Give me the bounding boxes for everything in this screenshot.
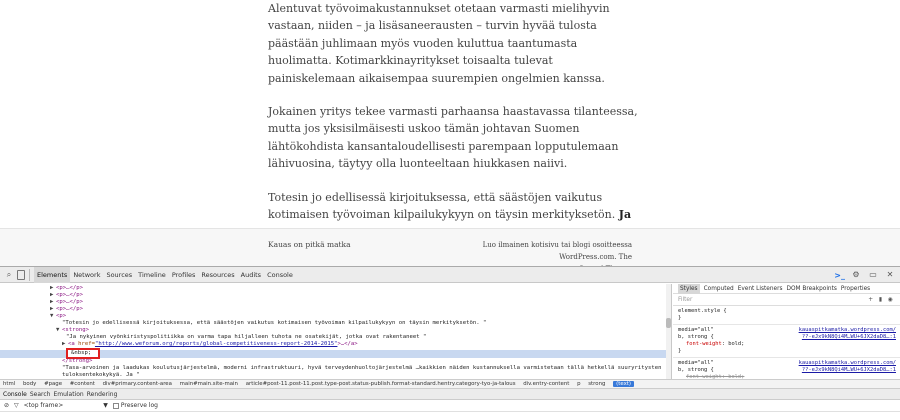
source-url[interactable]: ??-eJx9kN8Qi4M…WU+6JX2daD8…:1 xyxy=(801,334,896,340)
tab-console[interactable]: Console xyxy=(267,270,293,279)
dom-attr-name: href= xyxy=(78,341,95,347)
breadcrumb-item[interactable]: strong xyxy=(588,381,606,387)
css-property: font-weight xyxy=(686,341,722,347)
css-rule-1[interactable] xyxy=(673,325,900,358)
tab-drawer-console[interactable]: Console xyxy=(3,390,27,398)
elements-scrollbar-thumb[interactable] xyxy=(666,318,671,328)
collapse-triangle-icon[interactable]: ▼ xyxy=(50,313,54,319)
expand-triangle-icon[interactable]: ▶ xyxy=(50,292,54,298)
breadcrumb-item[interactable]: p xyxy=(577,381,581,387)
breadcrumb-item[interactable]: div.entry-content xyxy=(523,381,570,387)
paragraph-2: Jokainen yritys tekee varmasti parhaansa haastavassa tilanteessa, mutta jos yksisilmäisesti uskoo tämän johtavan Suomen lähtökohdista kansantaloudellisesti parempaan lopputulemaan lähivuosina, täytyy olla luonteeltaan hiukkasen naiivi. xyxy=(268,105,638,171)
expand-triangle-icon[interactable]: ▶ xyxy=(50,306,54,312)
dom-attr-link[interactable]: "http://www.weforum.org/reports/global-competitiveness-report-2014-2015" xyxy=(94,341,338,347)
tab-sources[interactable]: Sources xyxy=(106,270,133,279)
paragraph-3-strong: Ja xyxy=(618,208,632,222)
source-url[interactable]: ??-eJx9kN8Qi4M…WU+6JX2daD8…:1 xyxy=(801,367,896,373)
filter-icon[interactable]: ▽ xyxy=(14,402,19,409)
tab-drawer-emulation[interactable]: Emulation xyxy=(53,390,84,398)
footer-site-title[interactable]: Kauas on pitkä matka xyxy=(268,240,351,249)
console-toolbar xyxy=(0,400,900,412)
show-console-icon[interactable]: >_ xyxy=(834,270,845,280)
drawer-tabs xyxy=(0,389,900,400)
settings-gear-icon[interactable]: ⚙ xyxy=(852,270,860,279)
rule-close: } xyxy=(678,348,682,354)
css-property: font-weight xyxy=(686,374,722,379)
css-rule-2[interactable] xyxy=(673,358,900,379)
close-icon[interactable]: ✕ xyxy=(886,270,894,279)
breadcrumb-current[interactable]: (text) xyxy=(613,381,634,387)
breadcrumb-item[interactable]: div#primary.content-area xyxy=(102,381,172,387)
paragraph-1: Alentuvat työvoimakustannukset otetaan varmasti mielihyvin vastaan, niiden – ja lisäsaneerausten – turvin hyvää tulosta päästään juhlimaan myös vuoden kuluttua taantumasta huolimatta. Kotimarkkinayritykset toisaalta tulevat painiskelemaan aikaisempaa suurempien ongelmien kanssa. xyxy=(268,2,610,85)
dom-text-node[interactable] xyxy=(62,365,667,379)
paragraph-3 xyxy=(268,189,640,226)
site-footer xyxy=(0,228,900,266)
dom-tag: <p> xyxy=(56,313,67,319)
rule-media: media="all" xyxy=(678,327,714,333)
dom-text-node[interactable] xyxy=(62,320,486,327)
tab-profiles[interactable]: Profiles xyxy=(171,270,196,279)
preserve-log-label: Preserve log xyxy=(120,402,158,409)
toolbar-right-icons xyxy=(834,269,896,281)
tab-event-listeners[interactable]: Event Listeners xyxy=(737,285,783,292)
dom-tag: <strong> xyxy=(62,327,89,333)
dom-node-anchor[interactable] xyxy=(62,341,358,348)
toolbar-divider xyxy=(29,269,30,281)
paragraph-3-text: Totesin jo edellisessä kirjoituksessa, että säästöjen vaikutus kotimaisen työvoiman kilpailukykyyn on täysin merkityksetön. xyxy=(268,190,616,222)
sidebar-tabs xyxy=(673,284,900,294)
rule-selector: b, strong { xyxy=(678,367,714,373)
rule-source-link[interactable] xyxy=(799,360,896,374)
dom-text: "Ja nykyinen vyönkiristyspolitiikka on varma tapa hiljalleen tuhota ne osatekijät, jotka ovat rakentaneet " xyxy=(66,334,427,340)
preserve-log-checkbox[interactable] xyxy=(113,402,158,409)
chevron-down-icon: ▼ xyxy=(103,402,108,409)
frame-select-value: <top frame> xyxy=(23,402,64,409)
element-style-rule[interactable] xyxy=(673,306,900,325)
styles-sidebar xyxy=(673,284,900,379)
tab-timeline[interactable]: Timeline xyxy=(138,270,166,279)
expand-triangle-icon[interactable]: ▶ xyxy=(50,299,54,305)
dock-side-icon[interactable]: ▭ xyxy=(869,270,877,279)
rule-media: media="all" xyxy=(678,360,714,366)
tab-audits[interactable]: Audits xyxy=(240,270,262,279)
css-value: : bold; xyxy=(721,374,745,379)
dom-tag: <p>…</p> xyxy=(56,285,83,291)
breadcrumb-item[interactable]: main#main.site-main xyxy=(179,381,238,387)
console-output[interactable] xyxy=(0,412,900,420)
article-column xyxy=(268,0,640,226)
checkbox-box[interactable] xyxy=(113,403,119,409)
source-url[interactable]: kauaspitkamatka.wordpress.com/ xyxy=(798,360,896,366)
dom-text: "Totesin jo edellisessä kirjoituksessa, että säästöjen vaikutus kotimaisen työvoiman kilpailukykyyn on täysin merkityksetön. " xyxy=(62,320,487,326)
breadcrumb-item[interactable]: article#post-11.post-11.post.type-post.status-publish.format-standard.hentry.category-tyo-ja-talous xyxy=(245,381,516,387)
dom-breadcrumb xyxy=(0,379,900,389)
collapse-triangle-icon[interactable]: ▼ xyxy=(56,327,60,333)
tab-styles[interactable]: Styles xyxy=(680,285,698,292)
rule-source-link[interactable] xyxy=(799,327,896,341)
dom-tag: <p>…</p> xyxy=(56,299,83,305)
devtools xyxy=(0,266,900,420)
rule-selector: b, strong { xyxy=(678,334,714,340)
breadcrumb-item[interactable]: body xyxy=(23,381,37,387)
inspect-search-icon[interactable]: ⌕ xyxy=(6,269,12,279)
dom-tag: </strong> xyxy=(62,358,93,364)
css-value: : bold; xyxy=(721,341,745,347)
breadcrumb-item[interactable]: #page xyxy=(44,381,63,387)
tab-computed[interactable]: Computed xyxy=(703,285,734,292)
footer-credits-line1[interactable]: Luo ilmainen kotisivu tai blogi osoitteessa WordPress.com. The xyxy=(482,241,632,261)
dom-tag: <p>…</p> xyxy=(56,292,83,298)
breadcrumb-item[interactable]: html xyxy=(3,381,16,387)
styles-filter-input[interactable] xyxy=(673,294,900,306)
elements-dom-tree[interactable] xyxy=(0,284,672,379)
dom-text: "Tasa-arvoinen ja laadukas koulutusjärjestelmä, moderni infrastruktuuri, hyvä terveydenhuoltojärjestelmä …kaikkien näiden kustannuksella varmistetaan tällä hetkellä suuryritysten tuloksentekokykyä. Ja " xyxy=(62,365,662,379)
rule-declaration[interactable] xyxy=(678,341,895,348)
selected-node-highlight xyxy=(0,350,668,358)
dom-tag: <a xyxy=(68,341,79,347)
devtools-toolbar xyxy=(0,267,900,283)
tab-resources[interactable]: Resources xyxy=(201,270,235,279)
dom-tag: >…</a> xyxy=(337,341,358,347)
tab-network[interactable]: Network xyxy=(73,270,101,279)
tab-drawer-rendering[interactable]: Rendering xyxy=(86,390,118,398)
expand-triangle-icon[interactable]: ▶ xyxy=(62,341,66,347)
breadcrumb-item[interactable]: #content xyxy=(69,381,95,387)
tab-properties[interactable]: Properties xyxy=(840,285,871,292)
elements-scrollbar[interactable] xyxy=(666,284,671,379)
expand-triangle-icon[interactable]: ▶ xyxy=(50,285,54,291)
selected-nbsp-text-node[interactable]: &nbsp; xyxy=(66,348,100,359)
tab-drawer-search[interactable]: Search xyxy=(29,390,51,398)
tab-dom-breakpoints[interactable]: DOM Breakpoints xyxy=(786,285,837,292)
filter-placeholder: Filter xyxy=(678,296,693,303)
frame-select[interactable] xyxy=(24,402,108,409)
rule-selector: element.style { xyxy=(678,308,727,314)
rule-close: } xyxy=(678,315,682,321)
dom-tag: <p>…</p> xyxy=(56,306,83,312)
clear-console-icon[interactable]: ⊘ xyxy=(4,402,10,409)
tab-elements[interactable]: Elements xyxy=(34,267,70,283)
new-rule-toggle-icons[interactable]: + ▮ ◉ xyxy=(868,296,895,303)
device-mode-icon[interactable] xyxy=(17,270,25,280)
source-url[interactable]: kauaspitkamatka.wordpress.com/ xyxy=(798,327,896,333)
